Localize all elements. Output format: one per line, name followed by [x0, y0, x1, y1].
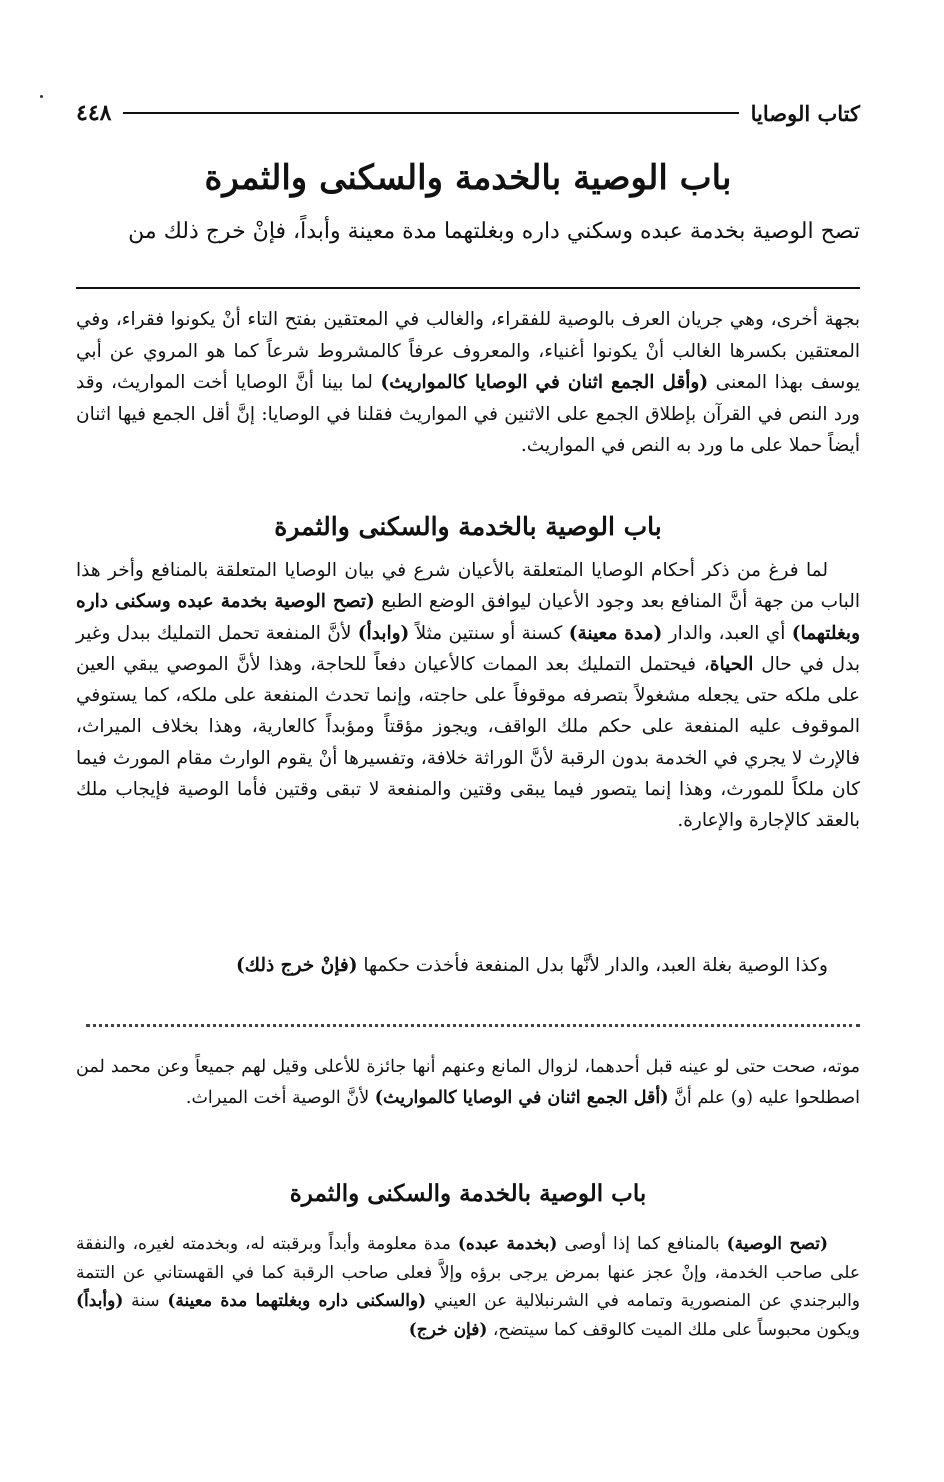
text-run: مدة معلومة وأبداً وبرقبته له، وبخدمته لغيره، والنفقة على صاحب الخدمة، وإنْ عجز عنها بمرض يرجى برؤه وإلاَّ فعلى صاحب الرقبة كما في القهستاني عن التتمة والبرجندي عن المنصورية وتمامه في الشرنبلالية عن العيني [76, 1234, 861, 1311]
text-run: بالمنافع كما إذا أوصى [564, 1234, 720, 1254]
commentary-block-1 [76, 304, 860, 462]
separator-rule [76, 287, 860, 289]
text-run: موته، صحت حتى لو عينه قبل أحدهما، لزوال المانع وعنهم أنها جائزة للأعلى وقيل لهم جميعاً وعن محمد لمن اصطلحوا عليه (و) علم أنَّ [76, 1057, 860, 1108]
matn-text: تصح الوصية بخدمة عبده وسكني داره وبغلتهما مدة معينة وأبداً، فإنْ خرج ذلك من [128, 219, 860, 244]
running-header [76, 98, 860, 128]
text-run: لأنَّ المنفعة تحمل التمليك ببدل وغير بدل في حال [76, 622, 860, 675]
quoted-matn: (أقل الجمع اثنان في الوصايا كالمواريث) [374, 1088, 669, 1108]
quoted-matn: (وأقل الجمع اثنان في الوصايا كالمواريث) [380, 372, 709, 393]
commentary-paragraph [76, 304, 860, 462]
text-run: أي العبد، والدار [668, 622, 786, 644]
text-run: لما بينا أنَّ الوصايا أخت المواريث، وقد ورد النص في القرآن بإطلاق الجمع على الاثنين في المواريث فقلنا في الوصايا: إنَّ أقل الجمع فيها اثنان أيضاً حملا على ما ورد به النص في المواريث. [76, 372, 860, 456]
commentary-block-5 [76, 1230, 860, 1344]
section-heading: باب الوصية بالخدمة والسكنى والثمرة [274, 512, 662, 541]
commentary-block-4 [76, 1052, 860, 1114]
header-rule [123, 112, 738, 114]
text-run: بجهة أخرى، وهي جريان العرف بالوصية للفقراء، والغالب في المعتقين بفتح التاء أنْ يكونوا فقراء، وفي المعتقين بكسرها الغالب أنْ يكونوا أغنياء، والمعروف عرفاً كالمشروط شرعاً كما هو المروي عن أبي يوسف بهذا المعنى [76, 309, 860, 393]
text-run: لأنَّ الوصية أخت الميراث. [185, 1088, 370, 1108]
commentary-paragraph [76, 1052, 860, 1114]
commentary-block-3 [76, 950, 860, 982]
text-run: ويكون محبوساً على ملك الميت كالوقف كما سيتضح، [492, 1319, 860, 1340]
quoted-matn: (وأبداً) [76, 1291, 124, 1311]
quoted-matn: (تصح الوصية) [726, 1234, 828, 1254]
text-run: وكذا الوصية بغلة العبد، والدار لأنَّها بدل المنفعة فأخذت حكمها [363, 955, 828, 976]
quoted-matn: (مدة معينة) [568, 622, 663, 644]
text-run: ، فيحتمل التمليك بعد الممات كالأعيان دفعاً للحاجة، وهذا لأنَّ الموصي يبقي العين على ملكه حتى يجعله مشغولاً بتصرفه موقوفاً على حاجته، وإنما تحدث المنفعة على ملكه، كما يستوفي الموقوف عليه المنفعة على حكم ملك الواقف، ويجوز مؤقتاً ومؤبداً كالعارية، وهذا بخلاف الميراث، فالإرث لا يجري في الخدمة بدون الرقبة لأنَّ الوراثة خلافة، وتفسيرها أنْ يقوم الوارث مقام المورث فيما كان ملكاً للمورث، وهذا إنما يتصور فيما يبقى وقتين والمنفعة لا تبقى وقتين فأما الوصية فإيجاب ملك بالعقد كالإجارة والإعارة. [76, 653, 860, 832]
text-run: سنة [131, 1291, 160, 1311]
quoted-matn: (وابدأ) [357, 622, 410, 644]
quoted-matn: (فإن خرج) [408, 1319, 488, 1340]
text-run: لما فرغ من ذكر أحكام الوصايا المتعلقة بالأعيان شرع في بيان الوصايا المتعلقة بالمنافع وأخر هذا الباب من جهة أنَّ المنافع بعد وجود الأعيان ليوافق الوضع الطبع [76, 560, 860, 613]
commentary-paragraph [76, 1230, 860, 1344]
section-heading: باب الوصية بالخدمة والسكنى والثمرة [289, 1180, 647, 1207]
running-title: كتاب الوصايا [750, 100, 860, 126]
page-number: ٤٤٨ [76, 100, 112, 126]
quoted-matn: (بخدمة عبده) [457, 1234, 558, 1254]
quoted-matn: (تصح الوصية بخدمة عبده وسكنى داره وبغلتهما) [76, 591, 861, 644]
chapter-title: باب الوصية بالخدمة والسكنى والثمرة [204, 158, 732, 198]
stray-mark [40, 95, 43, 98]
commentary-block-2 [76, 555, 860, 837]
dotted-separator [86, 1024, 860, 1027]
commentary-paragraph [76, 555, 860, 837]
commentary-paragraph [76, 950, 860, 982]
text-run: كسنة أو سنتين مثلاً [415, 622, 563, 644]
quoted-matn: (فإنْ خرج ذلك) [235, 955, 358, 976]
quoted-matn: (والسكنى داره وبغلتهما مدة معينة) [167, 1291, 427, 1311]
emphasis: الحياة [709, 653, 754, 675]
